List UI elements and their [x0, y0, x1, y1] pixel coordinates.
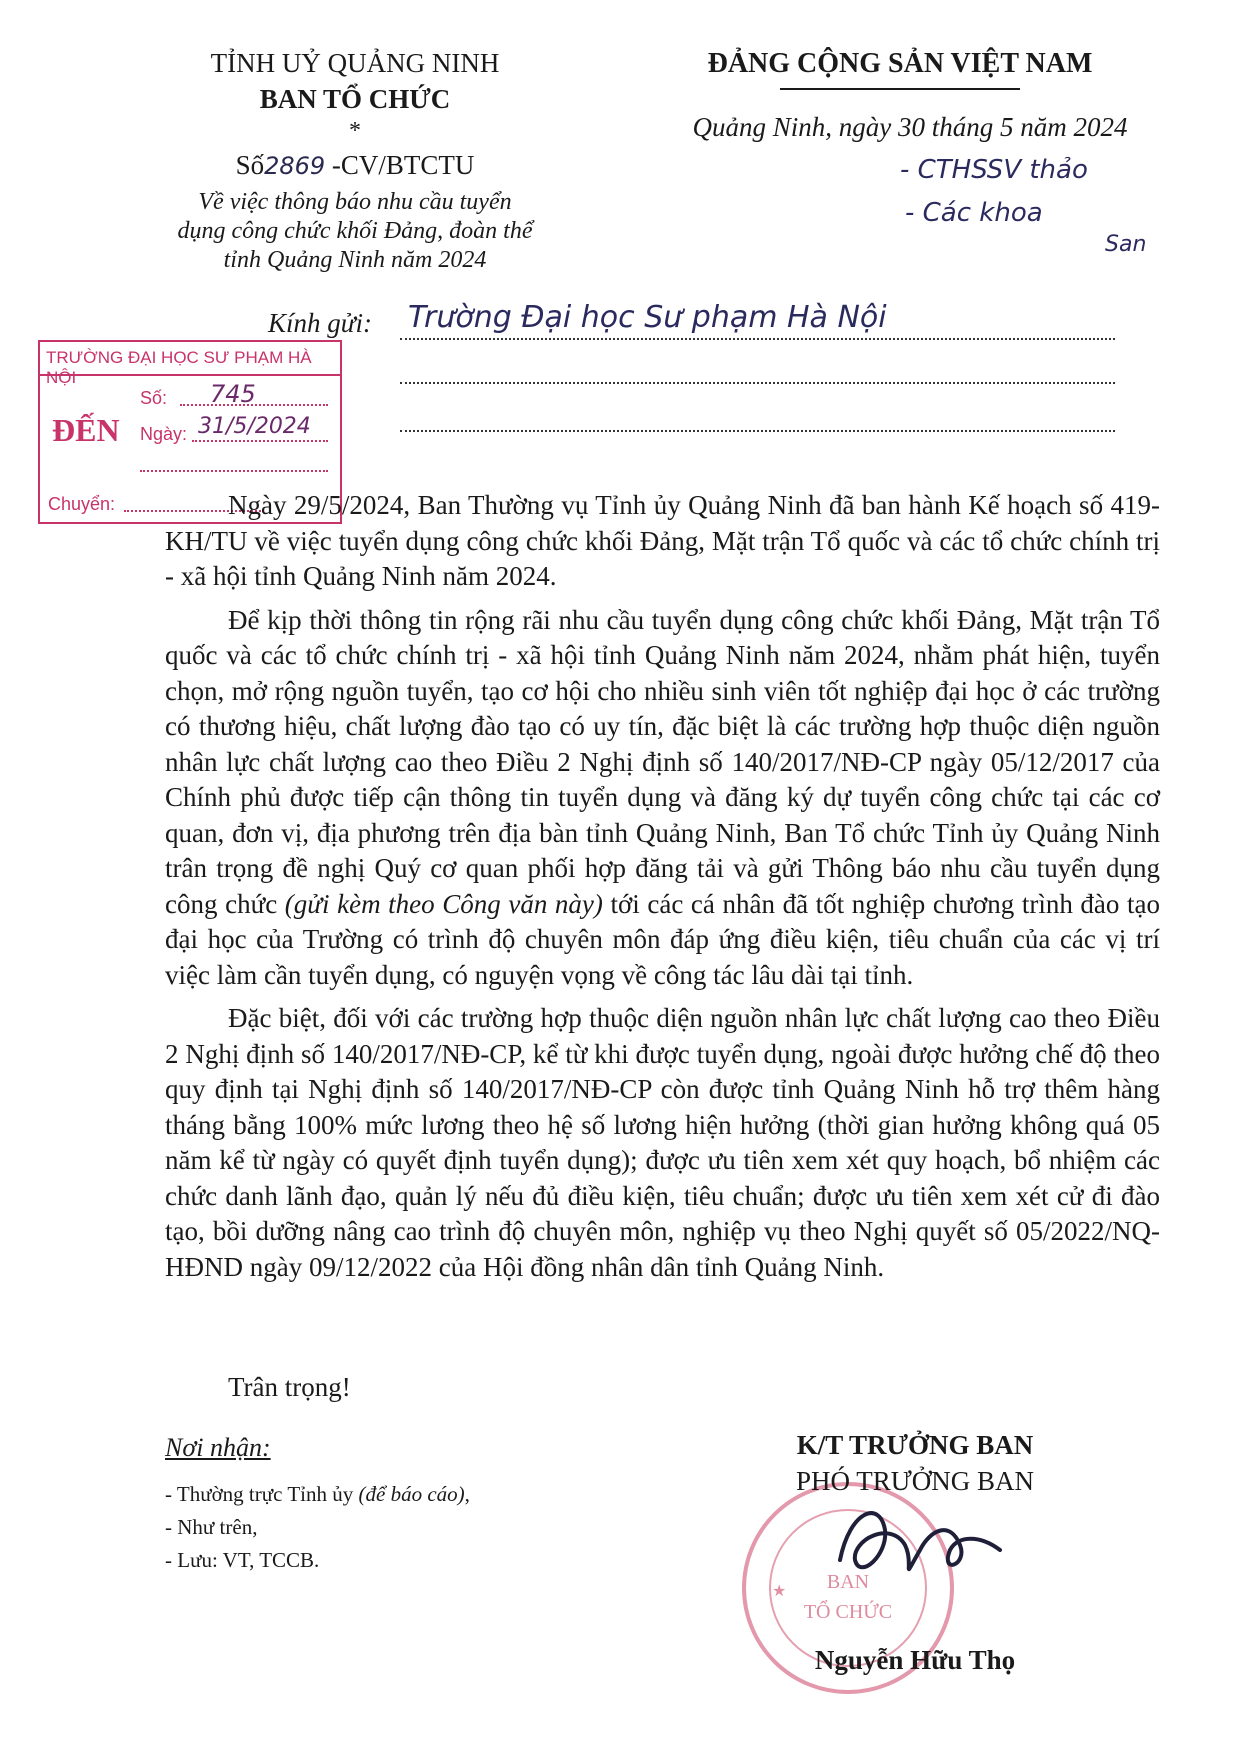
body-paragraph-3: Đặc biệt, đối với các trường hợp thuộc diện nguồn nhân lực chất lượng cao theo Điều 2 Nghị định số 140/2017/NĐ-CP, kể từ khi được tuyển dụng, ngoài được hưởng chế độ theo quy định tại Nghị định số 140/2017/NĐ-CP còn được tỉnh Quảng Ninh hỗ trợ thêm hàng tháng bằng 100% mức lương theo hệ số lương hiện hưởng (thời gian hưởng không quá 05 năm kể từ ngày có quyết định tuyển dụng); được ưu tiên xem xét quy hoạch, bổ nhiệm các chức danh lãnh đạo, quản lý nếu đủ điều kiện, tiêu chuẩn; được ưu tiên xem xét cử đi đào tạo, bồi dưỡng nâng cao trình độ chuyên môn, nghiệp vụ theo Nghị quyết số 05/2022/NQ-HĐND ngày 09/12/2022 của Hội đồng nhân dân tỉnh Quảng Ninh.: [165, 1003, 1160, 1282]
stamp-divider: [40, 374, 340, 376]
handwritten-note-line-3: San: [1105, 232, 1147, 257]
stamp-chuyen-label: Chuyển:: [48, 494, 116, 514]
subject-line-3: tỉnh Quảng Ninh năm 2024: [223, 247, 487, 273]
recipient-line-1: [400, 300, 1115, 340]
recipient-label: Kính gửi:: [268, 308, 372, 338]
seal-center-line-2: TỔ CHỨC: [803, 1601, 893, 1623]
header-star: *: [349, 118, 361, 144]
document-subject: [160, 188, 550, 275]
stamp-ngay-label: Ngày:: [140, 424, 188, 444]
recipient-line-2: [400, 352, 1115, 384]
stamp-so-value: 745: [210, 380, 256, 408]
stamp-den-label: ĐẾN: [52, 412, 120, 448]
place-and-date: Quảng Ninh, ngày 30 tháng 5 năm 2024: [692, 112, 1128, 142]
party-underline: [780, 88, 1020, 90]
closing-greeting: Trân trọng!: [228, 1372, 351, 1402]
recipients-list: [165, 1478, 470, 1577]
stamp-so-label: Số:: [140, 388, 168, 408]
recipients-item-1-a: - Thường trực Tỉnh ủy: [165, 1482, 359, 1506]
recipients-title: Nơi nhận:: [165, 1433, 271, 1462]
subject-line-1: Về việc thông báo nhu cầu tuyển: [198, 189, 512, 215]
stamp-ngay-dotted-line: [192, 440, 328, 442]
document-number-suffix: -CV/BTCTU: [325, 150, 475, 180]
recipients-item-1-italic: (để báo cáo): [358, 1482, 465, 1506]
seal-center-line-1: BAN: [826, 1571, 870, 1593]
body-paragraph-2-part-b: tới các cá nhân đã tốt nghiệp chương trình đào tạo đại học của Trường có trình độ chuyên môn đáp ứng điều kiện, tiêu chuẩn của các vị trí việc làm cần tuyển dụng, có nguyện vọng về công tác lâu dài tại tỉnh.: [165, 888, 1160, 990]
party-name: ĐẢNG CỘNG SẢN VIỆT NAM: [707, 48, 1093, 79]
body-paragraph-1: Ngày 29/5/2024, Ban Thường vụ Tỉnh ủy Quảng Ninh đã ban hành Kế hoạch số 419-KH/TU về việc tuyển dụng công chức khối Đảng, Mặt trận Tổ quốc và các tổ chức chính trị - xã hội tỉnh Quảng Ninh năm 2024.: [165, 490, 1160, 591]
issuer-org-name: BAN TỔ CHỨC: [259, 84, 451, 114]
recipients-item-3: - Lưu: VT, TCCB.: [165, 1548, 320, 1572]
recipient-handwritten: Trường Đại học Sư phạm Hà Nội: [408, 300, 887, 335]
recipients-item-2: - Như trên,: [165, 1515, 258, 1539]
signature-title-2: PHÓ TRƯỞNG BAN: [796, 1466, 1034, 1496]
recipients-item-1-b: ,: [464, 1482, 470, 1506]
handwritten-note-line-1: - CTHSSV thảo: [900, 155, 1088, 185]
body-paragraph-2-part-a: Để kịp thời thông tin rộng rãi nhu cầu tuyển dụng công chức khối Đảng, Mặt trận Tổ quốc và các tổ chức chính trị - xã hội tỉnh Quảng Ninh năm 2024, nhằm phát hiện, tuyển chọn, mở rộng nguồn tuyển, tạo cơ hội cho nhiều sinh viên tốt nghiệp đại học ở các trường có thương hiệu, chất lượng đào tạo có uy tín, đặc biệt là các trường hợp thuộc diện nguồn nhân lực chất lượng cao theo Điều 2 Nghị định số 140/2017/NĐ-CP ngày 05/12/2017 của Chính phủ được tiếp cận thông tin tuyển dụng và đăng ký dự tuyển công chức tại các cơ quan, đơn vị, địa phương trên địa bàn tỉnh Quảng Ninh, Ban Tổ chức Tỉnh ủy Quảng Ninh trân trọng đề nghị Quý cơ quan phối hợp đăng tải và gửi Thông báo nhu cầu tuyển dụng công chức: [165, 604, 1160, 919]
document-number-prefix: Số: [235, 150, 265, 180]
recipient-line-3: [400, 400, 1115, 432]
svg-text:★: ★: [772, 1583, 787, 1600]
signer-name: Nguyễn Hữu Thọ: [814, 1645, 1016, 1675]
stamp-blank-dotted-line: [140, 470, 328, 472]
document-number: [160, 150, 550, 181]
signature-title-1: K/T TRƯỞNG BAN: [796, 1430, 1034, 1460]
handwritten-signature-icon: [830, 1490, 1010, 1600]
body-paragraph-2-italic: (gửi kèm theo Công văn này): [284, 888, 603, 919]
letter-body: [165, 488, 1160, 1293]
subject-line-2: dụng công chức khối Đảng, đoàn thể: [177, 218, 533, 244]
body-paragraph-2: [165, 603, 1160, 994]
document-number-handwritten: 2869: [264, 152, 326, 180]
stamp-school-name: TRƯỜNG ĐẠI HỌC SƯ PHẠM HÀ NỘI: [46, 348, 312, 387]
recipients-item-1: [165, 1478, 470, 1511]
stamp-ngay-value: 31/5/2024: [198, 414, 311, 439]
issuer-parent-org: TỈNH UỶ QUẢNG NINH: [210, 48, 500, 78]
handwritten-note-line-2: - Các khoa: [905, 198, 1043, 228]
